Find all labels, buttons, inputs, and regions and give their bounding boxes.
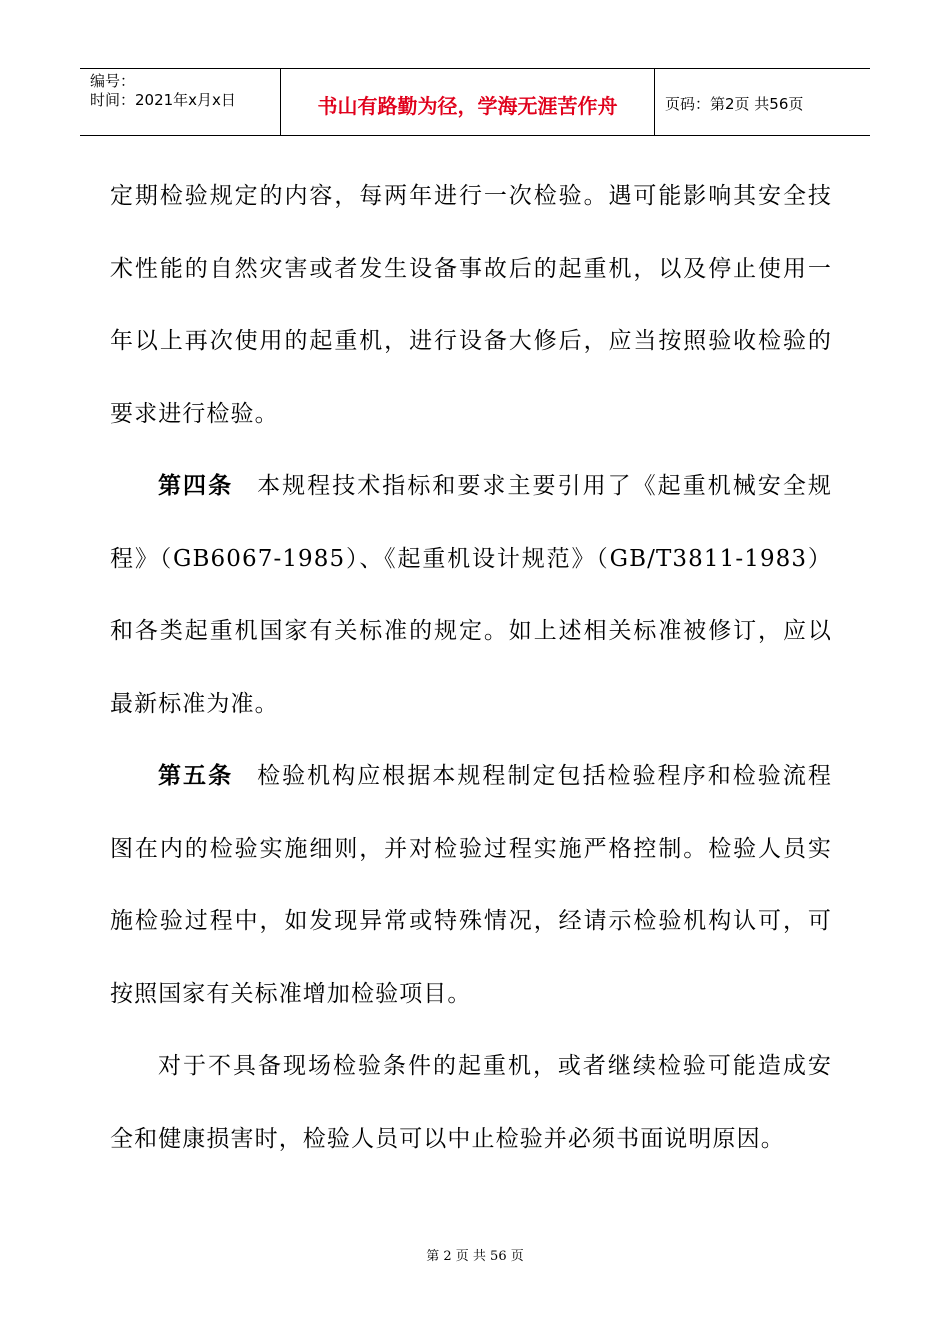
- article-4: [110, 450, 832, 740]
- header-meta-cell: [80, 69, 281, 135]
- serial-number-label: 编号：: [90, 72, 136, 90]
- header-motto: 书山有路勤为径，学海无涯苦作舟: [281, 69, 655, 135]
- paragraph-text: 对于不具备现场检验条件的起重机，或者继续检验可能造成安全和健康损害时，检验人员可以中止检验并必须书面说明原因。: [110, 1053, 832, 1152]
- header-page-info: 页码：第2页 共56页: [665, 94, 804, 113]
- page-header: [80, 68, 870, 136]
- paragraph-text: 定期检验规定的内容，每两年进行一次检验。遇可能影响其安全技术性能的自然灾害或者发生设备事故后的起重机，以及停止使用一年以上再次使用的起重机，进行设备大修后，应当按照验收检验的要求进行检验。: [110, 183, 832, 427]
- paragraph-suspension: [110, 1030, 832, 1175]
- paragraph-text: 本规程技术指标和要求主要引用了《起重机械安全规程》（GB6067-1985）、《起重机设计规范》（GB/T3811-1983）和各类起重机国家有关标准的规定。如上述相关标准被修订，应以最新标准为准。: [110, 473, 832, 717]
- paragraph-continuation: [110, 160, 832, 450]
- page-footer: 第 2 页 共 56 页: [426, 1249, 524, 1264]
- article-5: [110, 740, 832, 1030]
- article-number: 第五条: [158, 763, 234, 789]
- document-body: [110, 160, 832, 1175]
- article-number: 第四条: [158, 473, 234, 499]
- date-label: 时间：2021年x月x日: [90, 91, 236, 109]
- paragraph-text: 检验机构应根据本规程制定包括检验程序和检验流程图在内的检验实施细则，并对检验过程实施严格控制。检验人员实施检验过程中，如发现异常或特殊情况，经请示检验机构认可，可按照国家有关标准增加检验项目。: [110, 763, 832, 1007]
